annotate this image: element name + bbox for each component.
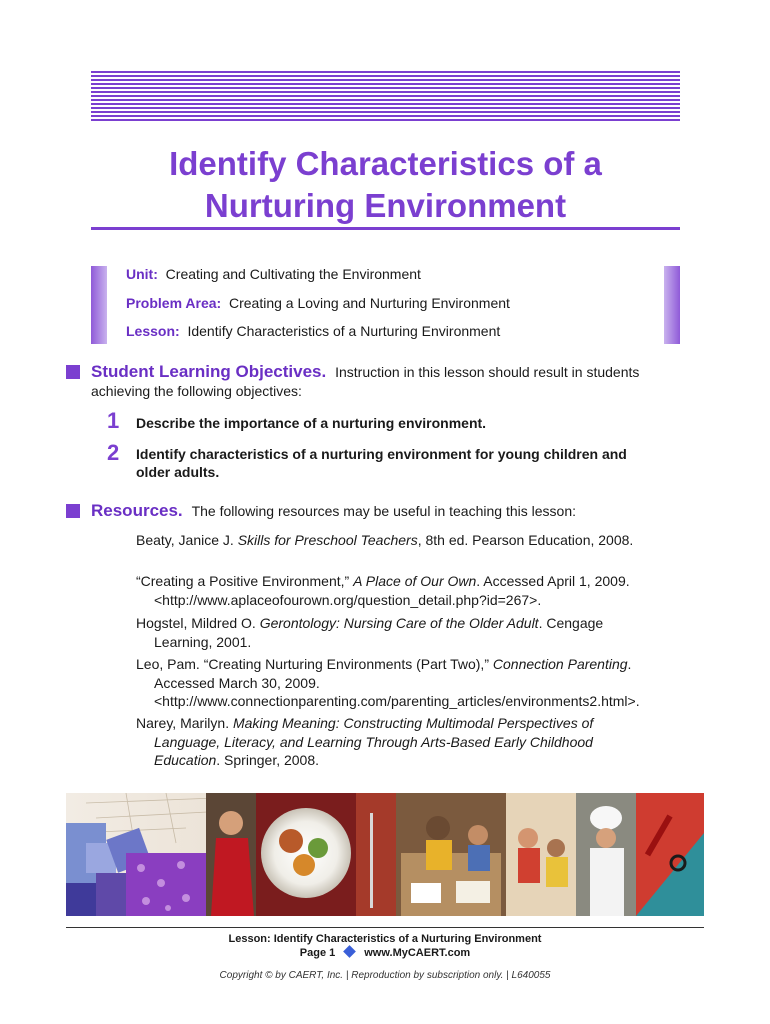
resource-details: . Accessed April 1, 2009. <http://www.aplaceofourown.org/question_detail.php?id=267>. (154, 573, 630, 608)
lesson-value: Identify Characteristics of a Nurturing Environment (187, 323, 501, 339)
footer-lesson-title: Lesson: Identify Characteristics of a Nurturing Environment (228, 933, 542, 945)
lesson-line (126, 323, 500, 339)
footer-website: www.MyCAERT.com (364, 947, 471, 959)
unit-label: Unit: (126, 266, 158, 282)
resource-title: Making Meaning: Constructing Multimodal Perspectives of Language, Literacy, and Learning Through Arts-Based Early Childhood Education (154, 715, 594, 768)
objective-1-line-1: Describe the importance of a nurturing environment. (136, 415, 487, 431)
problem-area-line (126, 295, 510, 311)
resource-author: Beaty, Janice J. (136, 532, 238, 548)
resource-title: Skills for Preschool Teachers (237, 532, 418, 548)
objectives-heading-line (91, 362, 639, 382)
objectives-intro-1: Instruction in this lesson should result in students (335, 364, 640, 380)
objective-number-1: 1 (107, 408, 120, 433)
info-box-left-bar (91, 266, 107, 344)
page-title (91, 143, 680, 227)
resources-heading-line (91, 501, 576, 521)
objectives-bullet-icon (66, 365, 80, 379)
resources-bullet-icon (66, 504, 80, 518)
objective-text-2 (136, 445, 676, 481)
title-rule (91, 227, 680, 230)
problem-area-label: Problem Area: (126, 295, 222, 311)
resource-title: Gerontology: Nursing Care of the Older Adult (259, 615, 539, 631)
objective-2-line-1: Identify characteristics of a nurturing environment for young children and (136, 446, 627, 462)
resources-heading: Resources. (91, 501, 183, 520)
problem-area-value: Creating a Loving and Nurturing Environment (228, 295, 510, 311)
diamond-icon (343, 945, 356, 958)
objectives-heading: Student Learning Objectives. (91, 362, 327, 381)
resources-intro: The following resources may be useful in teaching this lesson: (191, 503, 576, 519)
copyright-notice: Copyright © by CAERT, Inc. | Reproduction by subscription only. | L640055 (219, 970, 551, 981)
footer-page-line (66, 947, 704, 959)
resource-item (136, 572, 644, 609)
resource-title: A Place of Our Own (353, 573, 477, 589)
resource-details: . Cengage Learning, 2001. (154, 615, 604, 650)
objective-2-line-2: older adults. (136, 464, 220, 480)
resource-details: , 8th ed. Pearson Education, 2008. (417, 532, 634, 548)
resource-item (136, 714, 644, 770)
resource-item (136, 531, 644, 550)
page-title-line-2: Nurturing Environment (204, 187, 567, 224)
resource-details: . Springer, 2008. (216, 752, 320, 768)
resource-author: “Creating a Positive Environment,” (136, 573, 354, 589)
unit-value: Creating and Cultivating the Environment (165, 266, 421, 282)
resource-author: Leo, Pam. “Creating Nurturing Environments (Part Two),” (136, 656, 493, 672)
page-title-line-1: Identify Characteristics of a (169, 145, 602, 182)
objective-text-1 (136, 414, 676, 432)
footer-page-number: Page 1 (299, 947, 336, 959)
footer-rule (66, 927, 704, 928)
unit-line (126, 266, 421, 282)
resource-item (136, 614, 644, 651)
info-box-right-bar (664, 266, 680, 344)
objective-number-2: 2 (107, 440, 120, 465)
photo-collage-image (66, 793, 704, 916)
striped-banner (91, 71, 680, 121)
resource-item (136, 655, 644, 711)
lesson-label: Lesson: (126, 323, 180, 339)
resource-author: Narey, Marilyn. (136, 715, 233, 731)
resource-title: Connection Parenting (492, 656, 628, 672)
objectives-intro-2: achieving the following objectives: (91, 383, 302, 399)
resource-details: . Accessed March 30, 2009. <http://www.connectionparenting.com/parenting_articles/environments2.html>. (154, 656, 640, 709)
resource-author: Hogstel, Mildred O. (136, 615, 260, 631)
